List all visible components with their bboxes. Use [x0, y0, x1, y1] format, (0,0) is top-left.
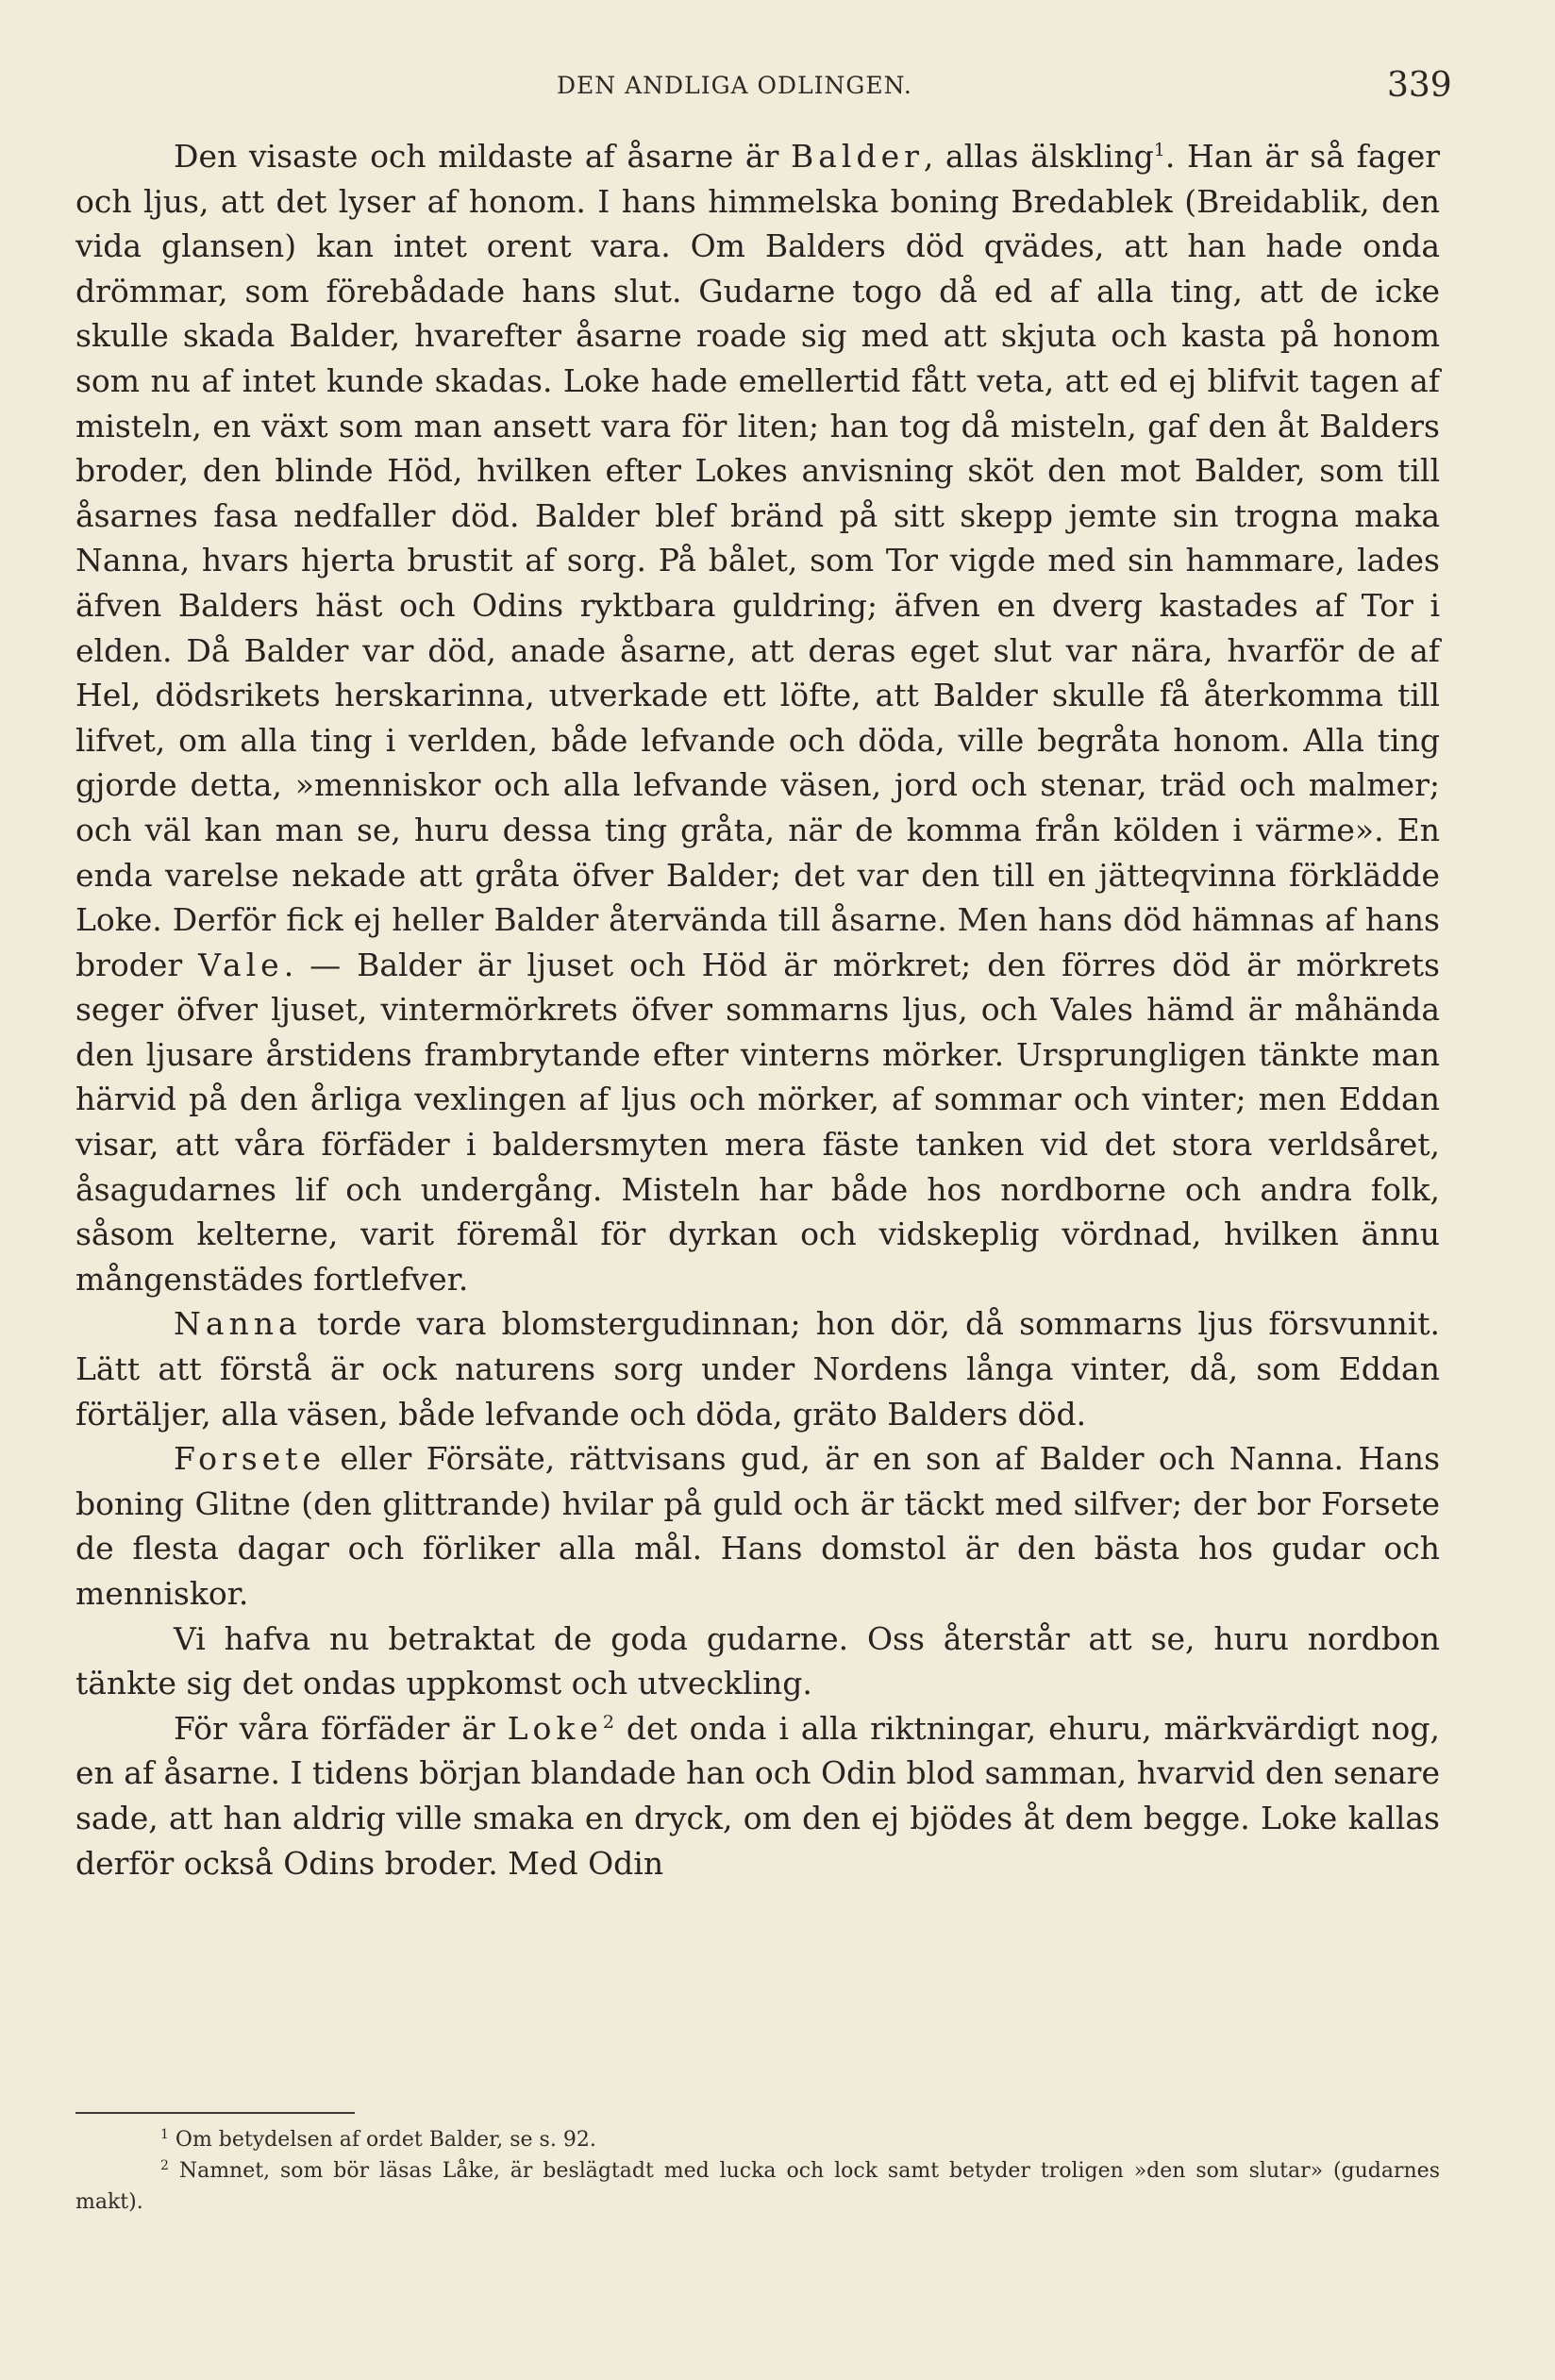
- footnote-divider: [75, 2112, 355, 2114]
- name-forsete: Forsete: [174, 1440, 326, 1478]
- paragraph-nanna: [75, 1301, 1440, 1436]
- text-run: Den visaste och mildaste af åsarne är: [174, 138, 791, 175]
- text-run: . Han är så fager och ljus, att det lyser af honom. I hans himmelska boning Bredablek (Breidablik, den vida glansen) kan intet orent vara. Om Balders död qvädes, att han hade onda drömmar, som förebådade hans slut. Gudarne togo då ed af alla ting, att de icke skulle skada Balder, hvarefter åsarne roade sig med att skjuta och kasta på honom som nu af intet kunde skadas. Loke hade emellertid fått veta, att ed ej blifvit tagen af misteln, en växt som man ansett vara för liten; han tog då misteln, gaf den åt Balders broder, den blinde Höd, hvilken efter Lokes anvisning sköt den mot Balder, som till åsarnes fasa nedfaller död. Balder blef bränd på sitt skepp jemte sin trogna maka Nanna, hvars hjerta brustit af sorg. På bålet, som Tor vigde med sin hammare, lades äfven Balders häst och Odins ryktbara guldring; äfven en dverg kastades af Tor i elden. Då Balder var död, anade åsarne, att deras eget slut var nära, hvarför de af Hel, dödsrikets herskarinna, utverkade ett löfte, att Balder skulle få återkomma till lifvet, om alla ting i verlden, både lefvande och döda, ville begråta honom. Alla ting gjorde detta, »menniskor och alla lefvande väsen, jord och stenar, träd och malmer; och väl kan man se, huru dessa ting gråta, när de komma från kölden i värme». En enda varelse nekade att gråta öfver Balder; det var den till en jätteqvinna förklädde Loke. Derför fick ej heller Balder återvända till åsarne. Men hans död hämnas af hans broder: [75, 138, 1440, 983]
- text-run: . — Balder är ljuset och Höd är mörkret; den förres död är mörkrets seger öfver ljuset, vintermörkrets öfver sommarns ljus, och Vales hämd är måhända den ljusare årstidens frambrytande efter vinterns mörker. Ursprungligen tänkte man härvid på den årliga vexlingen af ljus och mörker, af sommar och vinter; men Eddan visar, att våra förfäder i baldersmyten mera fäste tanken vid det stora verldsåret, åsagudarnes lif och undergång. Misteln har både hos nordborne och andra folk, såsom kelterne, varit föremål för dyrkan och vidskeplig vördnad, hvilken ännu mångenstädes fortlefver.: [75, 946, 1440, 1298]
- footnote-marker: 1: [160, 2127, 169, 2142]
- name-nanna: Nanna: [174, 1305, 302, 1343]
- footnote-2: [75, 2155, 1440, 2218]
- text-run: eller Försäte, rättvisans gud, är en son af Balder och Nanna. Hans boning Glitne (den glittrande) hvilar på guld och är täckt med silfver; der bor Forsete de flesta dagar och förliker alla mål. Hans domstol är den bästa hos gudar och menniskor.: [75, 1440, 1440, 1612]
- page-header: [0, 66, 1555, 109]
- footnote-ref-1: 1: [1153, 140, 1165, 160]
- footnote-text: Om betydelsen af ordet Balder, se s. 92.: [168, 2128, 596, 2152]
- name-loke: Loke: [507, 1709, 603, 1747]
- text-run: det onda i alla riktningar, ehuru, märkvärdigt nog, en af åsarne. I tidens början blandade han och Odin blod samman, hvarvid den senare sade, att han aldrig ville smaka en dryck, om den ej bjödes åt dem begge. Loke kallas derför också Odins broder. Med Odin: [75, 1709, 1440, 1882]
- page-number: 339: [1387, 66, 1452, 105]
- body-text: [75, 134, 1440, 1886]
- text-run: För våra förfäder är: [174, 1709, 508, 1747]
- paragraph-forsete: [75, 1436, 1440, 1616]
- name-vale: Vale: [198, 946, 284, 983]
- text-run: , allas älskling: [923, 138, 1154, 175]
- paragraph-balder: [75, 134, 1440, 1301]
- footnote-marker: 2: [160, 2158, 169, 2173]
- text-run: torde vara blomstergudinnan; hon dör, då sommarns ljus försvunnit. Lätt att förstå är ock naturens sorg under Nordens långa vinter, då, som Eddan förtäljer, alla väsen, både lefvande och döda, gräto Balders död.: [75, 1305, 1440, 1433]
- running-title: DEN ANDLIGA ODLINGEN.: [557, 72, 912, 99]
- footnote-ref-2: 2: [602, 1711, 614, 1733]
- paragraph-goda-gudarne: [75, 1617, 1440, 1706]
- footnotes: [75, 2124, 1440, 2218]
- text-run: Vi hafva nu betraktat de goda gudarne. Oss återstår att se, huru nordbon tänkte sig det ondas uppkomst och utveckling.: [75, 1619, 1440, 1702]
- paragraph-loke: [75, 1706, 1440, 1886]
- footnote-text: Namnet, som bör läsas Låke, är beslägtadt med lucka och lock samt betyder troligen »den som slutar» (gudarnes makt).: [75, 2159, 1440, 2214]
- footnote-1: [75, 2124, 1440, 2155]
- name-balder: Balder: [791, 138, 924, 175]
